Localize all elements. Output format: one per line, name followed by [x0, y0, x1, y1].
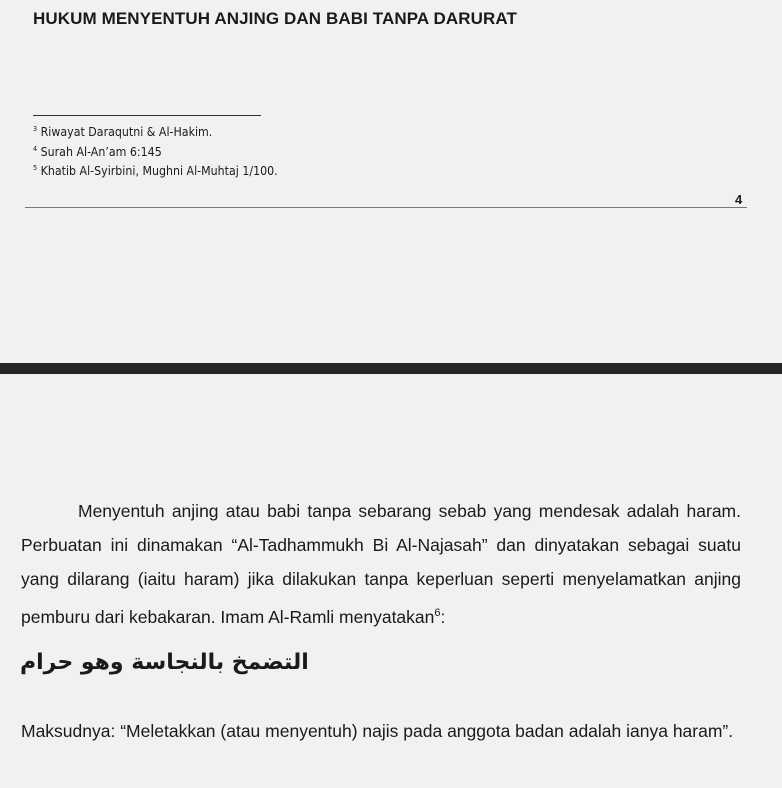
document-page-4 — [0, 0, 782, 363]
page-separator — [0, 363, 782, 374]
footnote — [33, 125, 212, 139]
arabic-quote: التضمخ بالنجاسة وهو حرام — [20, 650, 309, 675]
footnote-divider — [33, 115, 261, 116]
paragraph-text: Menyentuh anjing atau babi tanpa sebarang sebab yang mendesak adalah haram. Perbuatan ini dinamakan “Al-Tadhammukh Bi Al-Najasah” dan dinyatakan sebagai suatu yang dilarang (iaitu haram) jika dilakukan tanpa keperluan seperti menyelamatkan anjing pemburu dari kebakaran. Imam Al-Ramli menyatakan — [21, 501, 741, 627]
footnote — [33, 145, 162, 159]
footnote-text: Riwayat Daraqutni & Al-Hakim. — [40, 125, 213, 139]
document-page-5 — [0, 374, 782, 788]
footnote-text: Surah Al-An’am 6:145 — [40, 145, 162, 159]
translation-paragraph: Maksudnya: “Meletakkan (atau menyentuh) najis pada anggota badan adalah ianya haram”. — [21, 721, 734, 741]
body-paragraph — [21, 494, 741, 634]
footnote-text: Khatib Al-Syirbini, Mughni Al-Muhtaj 1/100. — [40, 164, 278, 178]
page-title: HUKUM MENYENTUH ANJING DAN BABI TANPA DARURAT — [33, 9, 517, 28]
paragraph-end: : — [440, 606, 446, 627]
page-number: 4 — [735, 192, 743, 207]
footer-rule — [25, 207, 747, 208]
footnote-number: 5 — [33, 164, 38, 172]
footnote-number: 3 — [33, 125, 38, 133]
footnote — [33, 164, 278, 178]
footnote-number: 4 — [33, 145, 38, 153]
footnote-reference: 6 — [434, 607, 441, 619]
